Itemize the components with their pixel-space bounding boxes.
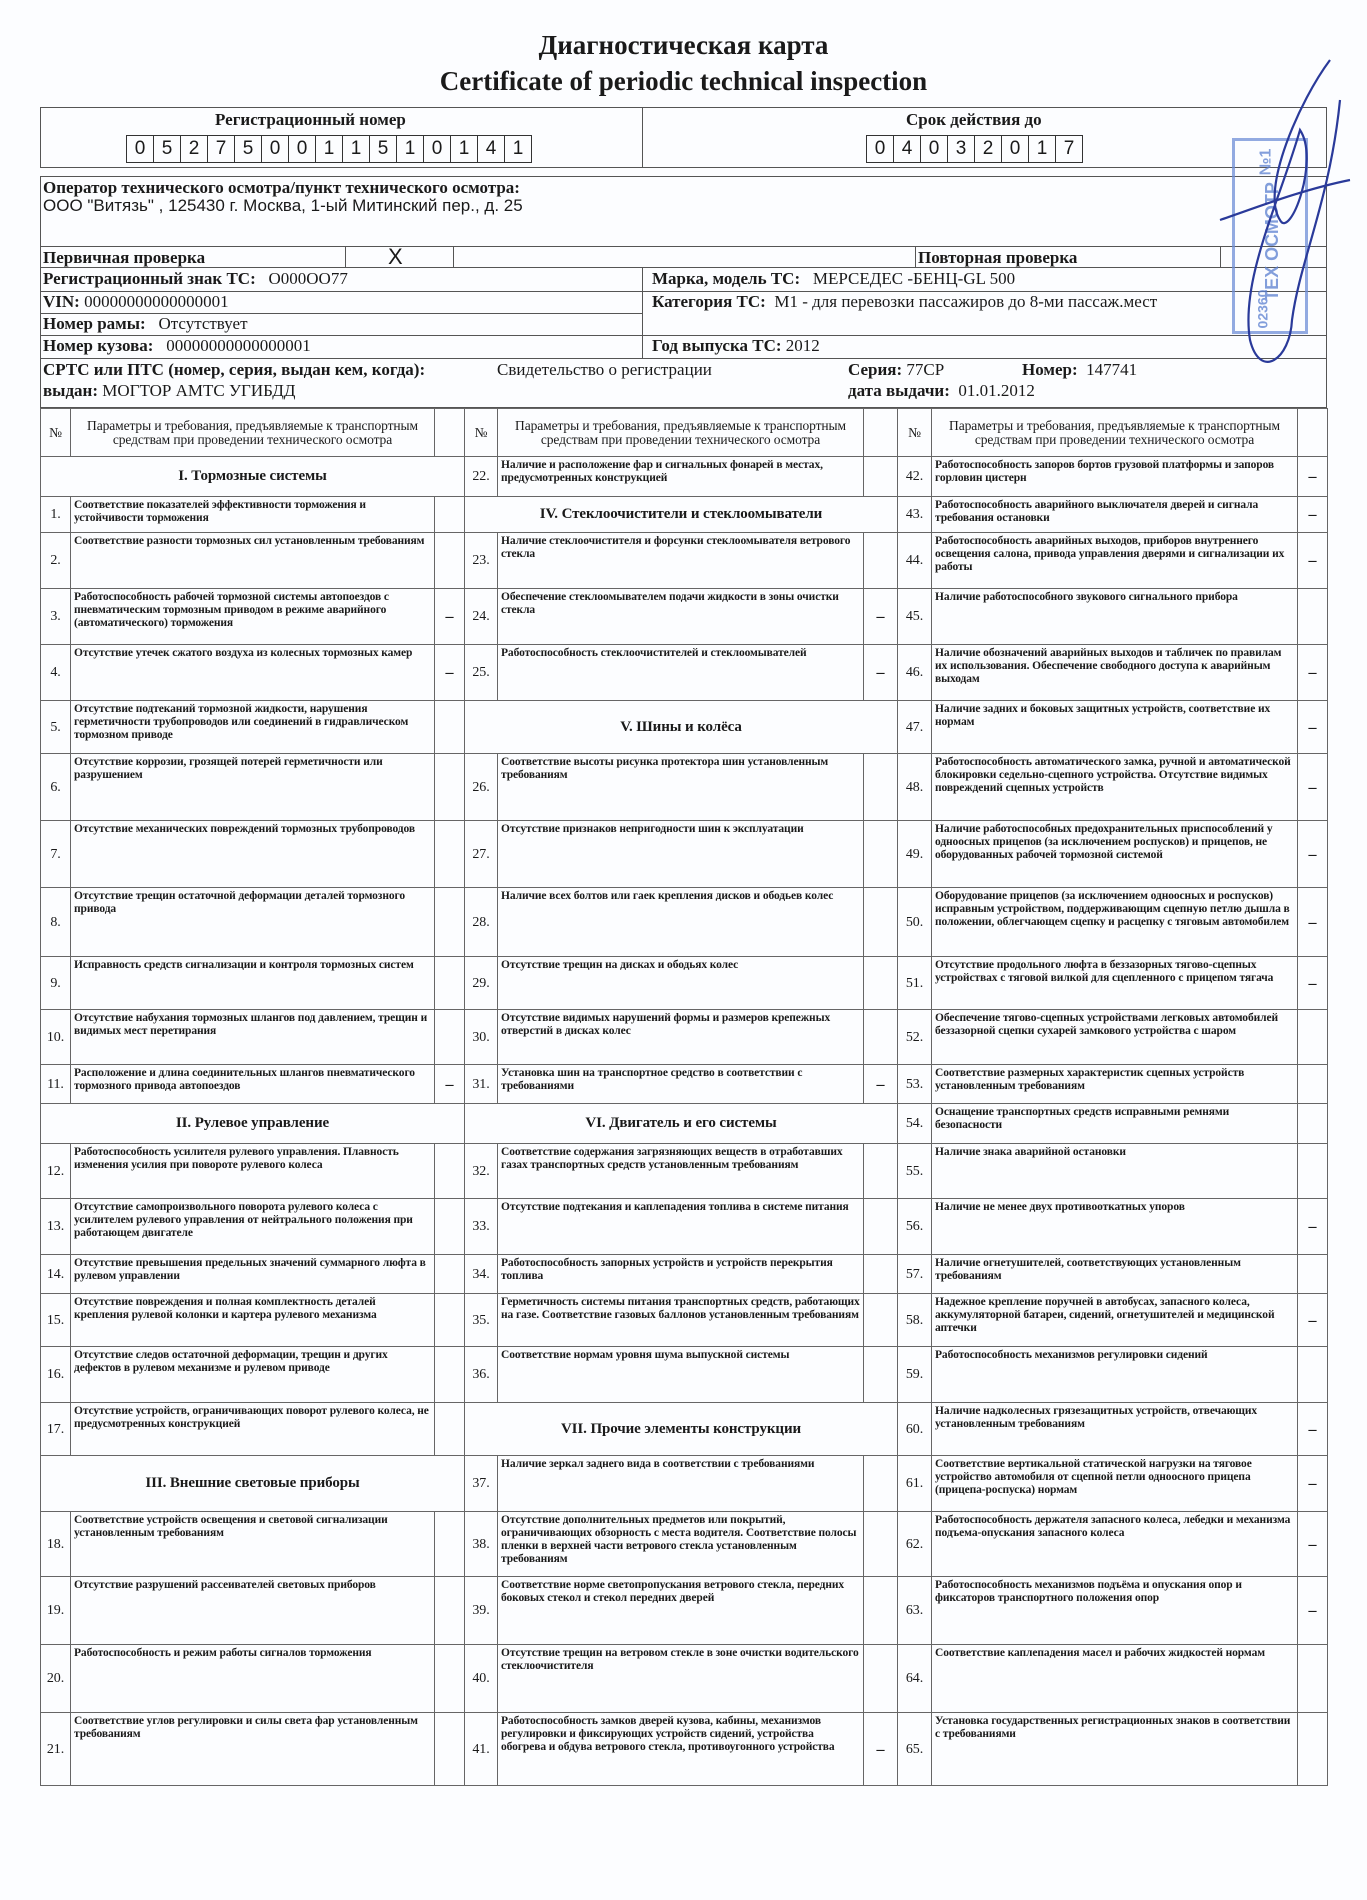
item-text: Наличие огнетушителей, соответствующих установленным требованиям bbox=[932, 1255, 1298, 1294]
item-number: 30. bbox=[465, 1010, 498, 1065]
item-number: 9. bbox=[41, 957, 71, 1010]
item-number: 46. bbox=[898, 645, 932, 701]
item-text: Работоспособность запорных устройств и устройств перекрытия топлива bbox=[498, 1255, 864, 1294]
item-text: Работоспособность запоров бортов грузовой платформы и запоров горловин цистерн bbox=[932, 457, 1298, 497]
table-row bbox=[41, 1512, 1328, 1577]
item-text: Работоспособность аварийного выключателя дверей и сигнала требования остановки bbox=[932, 497, 1298, 533]
digit-cell: 0 bbox=[262, 136, 289, 162]
item-result-mark bbox=[864, 957, 898, 1010]
item-number: 48. bbox=[898, 754, 932, 821]
item-text: Работоспособность и режим работы сигналов торможения bbox=[71, 1645, 435, 1713]
item-result-mark bbox=[435, 1512, 465, 1577]
item-text: Соответствие норме светопропускания ветрового стекла, передних боковых стекол и стекол передних дверей bbox=[498, 1577, 864, 1645]
item-text: Наличие всех болтов или гаек крепления дисков и ободьев колес bbox=[498, 888, 864, 957]
table-row bbox=[41, 1010, 1328, 1065]
item-result-mark bbox=[864, 754, 898, 821]
item-result-mark bbox=[864, 1144, 898, 1199]
item-number: 50. bbox=[898, 888, 932, 957]
column-header-parameters: Параметры и требования, предъявляемые к транспортным средствам при проведении технического осмотра bbox=[71, 409, 435, 457]
digit-cell: 0 bbox=[1002, 136, 1029, 162]
item-number: 4. bbox=[41, 645, 71, 701]
item-result-mark: – bbox=[1298, 957, 1328, 1010]
item-result-mark bbox=[1298, 1010, 1328, 1065]
repeat-inspection-label: Повторная проверка bbox=[918, 248, 1078, 267]
item-text: Отсутствие трещин на ветровом стекле в зоне очистки водительского стеклоочистителя bbox=[498, 1645, 864, 1713]
item-text: Наличие знака аварийной остановки bbox=[932, 1144, 1298, 1199]
issued-by-value: МОГТОР АМТС УГИБДД bbox=[102, 381, 296, 400]
item-result-mark bbox=[864, 1294, 898, 1347]
item-number: 55. bbox=[898, 1144, 932, 1199]
reg-sign-value: О000ОО77 bbox=[268, 269, 348, 288]
column-header-number: № bbox=[465, 409, 498, 457]
table-row bbox=[41, 645, 1328, 701]
item-number: 51. bbox=[898, 957, 932, 1010]
item-text: Соответствие высоты рисунка протектора шин установленным требованиям bbox=[498, 754, 864, 821]
digit-cell: 0 bbox=[289, 136, 316, 162]
item-text: Отсутствие признаков непригодности шин к эксплуатации bbox=[498, 821, 864, 888]
item-text: Расположение и длина соединительных шлангов пневматического тормозного привода автопоездов bbox=[71, 1065, 435, 1104]
section-header: I. Тормозные системы bbox=[41, 457, 465, 497]
item-number: 59. bbox=[898, 1347, 932, 1403]
item-result-mark bbox=[1298, 1255, 1328, 1294]
digit-cell: 7 bbox=[208, 136, 235, 162]
item-number: 52. bbox=[898, 1010, 932, 1065]
item-number: 15. bbox=[41, 1294, 71, 1347]
validity-date bbox=[866, 135, 1083, 163]
item-number: 25. bbox=[465, 645, 498, 701]
item-number: 33. bbox=[465, 1199, 498, 1255]
digit-cell: 0 bbox=[424, 136, 451, 162]
section-header: VII. Прочие элементы конструкции bbox=[465, 1403, 898, 1456]
operator-label: Оператор технического осмотра/пункт технического осмотра: bbox=[43, 178, 520, 197]
item-result-mark bbox=[864, 533, 898, 589]
digit-cell: 0 bbox=[867, 136, 894, 162]
item-number: 63. bbox=[898, 1577, 932, 1645]
item-result-mark: – bbox=[1298, 888, 1328, 957]
item-number: 14. bbox=[41, 1255, 71, 1294]
item-number: 40. bbox=[465, 1645, 498, 1713]
item-result-mark bbox=[435, 888, 465, 957]
item-text: Соответствие вертикальной статической нагрузки на тяговое устройство автомобиля от сцепной петли одноосного прицепа (прицепа-роспуска) нормам bbox=[932, 1456, 1298, 1512]
item-result-mark bbox=[435, 1255, 465, 1294]
table-row bbox=[41, 1199, 1328, 1255]
item-text: Отсутствие механических повреждений тормозных трубопроводов bbox=[71, 821, 435, 888]
item-number: 23. bbox=[465, 533, 498, 589]
item-result-mark: – bbox=[1298, 1403, 1328, 1456]
item-result-mark bbox=[864, 1255, 898, 1294]
column-header-mark bbox=[864, 409, 898, 457]
operator-value: ООО "Витязь" , 125430 г. Москва, 1-ый Митинский пер., д. 25 bbox=[43, 196, 523, 215]
item-text: Обеспечение стеклоомывателем подачи жидкости в зоны очистки стекла bbox=[498, 589, 864, 645]
item-text: Работоспособность аварийных выходов, приборов внутреннего освещения салона, привода управления дверями и сигнализации их работы bbox=[932, 533, 1298, 589]
table-header-row bbox=[41, 409, 1328, 457]
table-row bbox=[41, 1104, 1328, 1144]
item-text: Работоспособность автоматического замка, ручной и автоматической блокировки седельно-сцепного устройства. Отсутствие видимых повреждений сцепных устройств bbox=[932, 754, 1298, 821]
document-type: Свидетельство о регистрации bbox=[497, 360, 712, 379]
table-row bbox=[41, 1294, 1328, 1347]
item-result-mark bbox=[864, 1512, 898, 1577]
item-result-mark bbox=[1298, 1065, 1328, 1104]
item-text: Установка государственных регистрационных знаков в соответствии с требованиями bbox=[932, 1713, 1298, 1786]
column-header-parameters: Параметры и требования, предъявляемые к транспортным средствам при проведении технического осмотра bbox=[932, 409, 1298, 457]
item-text: Наличие обозначений аварийных выходов и табличек по правилам их использования. Обеспечение свободного доступа к аварийным выходам bbox=[932, 645, 1298, 701]
table-row bbox=[41, 888, 1328, 957]
item-number: 57. bbox=[898, 1255, 932, 1294]
item-result-mark: – bbox=[1298, 1577, 1328, 1645]
item-text: Отсутствие трещин на дисках и ободьях колес bbox=[498, 957, 864, 1010]
item-text: Соответствие показателей эффективности торможения и устойчивости торможения bbox=[71, 497, 435, 533]
item-number: 56. bbox=[898, 1199, 932, 1255]
item-result-mark bbox=[435, 1577, 465, 1645]
item-text: Герметичность системы питания транспортных средств, работающих на газе. Соответствие газовых баллонов установленным требованиям bbox=[498, 1294, 864, 1347]
item-result-mark bbox=[435, 1347, 465, 1403]
digit-cell: 1 bbox=[397, 136, 424, 162]
item-text: Соответствие каплепадения масел и рабочих жидкостей нормам bbox=[932, 1645, 1298, 1713]
item-text: Работоспособность рабочей тормозной системы автопоездов с пневматическим тормозным приводом в режиме аварийного (автоматического) торможения bbox=[71, 589, 435, 645]
item-number: 18. bbox=[41, 1512, 71, 1577]
table-row bbox=[41, 589, 1328, 645]
item-text: Отсутствие устройств, ограничивающих поворот рулевого колеса, не предусмотренных конструкцией bbox=[71, 1403, 435, 1456]
item-text: Отсутствие самопроизвольного поворота рулевого колеса с усилителем рулевого управления от нейтрального положения при работающем двигателе bbox=[71, 1199, 435, 1255]
digit-cell: 1 bbox=[451, 136, 478, 162]
digit-cell: 2 bbox=[181, 136, 208, 162]
table-row bbox=[41, 1347, 1328, 1403]
item-number: 60. bbox=[898, 1403, 932, 1456]
make-value: МЕРСЕДЕС -БЕНЦ-GL 500 bbox=[812, 269, 1016, 288]
item-result-mark bbox=[435, 957, 465, 1010]
section-header: IV. Стеклоочистители и стеклоомыватели bbox=[465, 497, 898, 533]
table-row bbox=[41, 457, 1328, 497]
item-number: 44. bbox=[898, 533, 932, 589]
item-text: Соответствие нормам уровня шума выпускной системы bbox=[498, 1347, 864, 1403]
item-result-mark bbox=[1298, 1713, 1328, 1786]
item-number: 26. bbox=[465, 754, 498, 821]
item-number: 61. bbox=[898, 1456, 932, 1512]
table-row bbox=[41, 533, 1328, 589]
item-number: 64. bbox=[898, 1645, 932, 1713]
item-result-mark: – bbox=[435, 645, 465, 701]
item-number: 6. bbox=[41, 754, 71, 821]
item-result-mark bbox=[1298, 589, 1328, 645]
section-header: V. Шины и колёса bbox=[465, 701, 898, 754]
item-number: 65. bbox=[898, 1713, 932, 1786]
item-text: Отсутствие трещин остаточной деформации деталей тормозного привода bbox=[71, 888, 435, 957]
title-en: Certificate of periodic technical inspection bbox=[439, 66, 928, 96]
item-result-mark: – bbox=[1298, 1199, 1328, 1255]
validity-label: Срок действия до bbox=[906, 110, 1042, 129]
item-result-mark bbox=[1298, 1104, 1328, 1144]
item-number: 39. bbox=[465, 1577, 498, 1645]
item-number: 38. bbox=[465, 1512, 498, 1577]
item-text: Отсутствие разрушений рассеивателей световых приборов bbox=[71, 1577, 435, 1645]
item-text: Наличие надколесных грязезащитных устройств, отвечающих установленным требованиям bbox=[932, 1403, 1298, 1456]
item-number: 12. bbox=[41, 1144, 71, 1199]
item-result-mark bbox=[864, 1199, 898, 1255]
item-text: Отсутствие подтекания и каплепадения топлива в системе питания bbox=[498, 1199, 864, 1255]
item-result-mark bbox=[864, 821, 898, 888]
item-text: Работоспособность усилителя рулевого управления. Плавность изменения усилия при повороте рулевого колеса bbox=[71, 1144, 435, 1199]
item-text: Отсутствие дополнительных предметов или покрытий, ограничивающих обзорность с места водителя. Соответствие полосы пленки в верхней части ветрового стекла установленным требованиям bbox=[498, 1512, 864, 1577]
item-text: Наличие и расположение фар и сигнальных фонарей в местах, предусмотренных конструкцией bbox=[498, 457, 864, 497]
item-text: Соответствие устройств освещения и световой сигнализации установленным требованиям bbox=[71, 1512, 435, 1577]
frame-label: Номер рамы: bbox=[43, 314, 146, 333]
item-text: Установка шин на транспортное средство в соответствии с требованиями bbox=[498, 1065, 864, 1104]
item-text: Отсутствие видимых нарушений формы и размеров крепежных отверстий в дисках колес bbox=[498, 1010, 864, 1065]
table-row bbox=[41, 1577, 1328, 1645]
item-text: Отсутствие повреждения и полная комплектность деталей крепления рулевой колонки и картера рулевого механизма bbox=[71, 1294, 435, 1347]
item-result-mark: – bbox=[1298, 457, 1328, 497]
item-number: 58. bbox=[898, 1294, 932, 1347]
column-header-number: № bbox=[898, 409, 932, 457]
item-result-mark bbox=[435, 1294, 465, 1347]
year-label: Год выпуска ТС: bbox=[652, 336, 782, 355]
table-row bbox=[41, 821, 1328, 888]
date-value: 01.01.2012 bbox=[958, 381, 1035, 400]
digit-cell: 1 bbox=[343, 136, 370, 162]
section-header: III. Внешние световые приборы bbox=[41, 1456, 465, 1512]
digit-cell: 0 bbox=[127, 136, 154, 162]
table-row bbox=[41, 497, 1328, 533]
item-result-mark: – bbox=[1298, 821, 1328, 888]
item-number: 17. bbox=[41, 1403, 71, 1456]
make-label: Марка, модель ТС: bbox=[652, 269, 801, 288]
column-header-parameters: Параметры и требования, предъявляемые к транспортным средствам при проведении технического осмотра bbox=[498, 409, 864, 457]
item-result-mark: – bbox=[864, 645, 898, 701]
item-result-mark: – bbox=[1298, 1512, 1328, 1577]
body-label: Номер кузова: bbox=[43, 336, 154, 355]
item-number: 43. bbox=[898, 497, 932, 533]
item-text: Наличие не менее двух противооткатных упоров bbox=[932, 1199, 1298, 1255]
item-result-mark bbox=[435, 1010, 465, 1065]
item-text: Отсутствие коррозии, грозящей потерей герметичности или разрушением bbox=[71, 754, 435, 821]
table-row bbox=[41, 1403, 1328, 1456]
vin-label: VIN: bbox=[43, 292, 80, 311]
table-row bbox=[41, 1144, 1328, 1199]
item-text: Наличие работоспособного звукового сигнального прибора bbox=[932, 589, 1298, 645]
item-number: 20. bbox=[41, 1645, 71, 1713]
table-row bbox=[41, 701, 1328, 754]
item-text: Отсутствие продольного люфта в беззазорных тягово-сцепных устройствах с тяговой вилкой для сцепленного с прицепом тягача bbox=[932, 957, 1298, 1010]
item-result-mark bbox=[1298, 1144, 1328, 1199]
item-text: Соответствие разности тормозных сил установленным требованиям bbox=[71, 533, 435, 589]
item-text: Работоспособность держателя запасного колеса, лебедки и механизма подъема-опускания запасного колеса bbox=[932, 1512, 1298, 1577]
digit-cell: 4 bbox=[478, 136, 505, 162]
item-text: Оснащение транспортных средств исправными ремнями безопасности bbox=[932, 1104, 1298, 1144]
item-number: 27. bbox=[465, 821, 498, 888]
item-number: 62. bbox=[898, 1512, 932, 1577]
item-result-mark: – bbox=[1298, 1294, 1328, 1347]
item-text: Обеспечение тягово-сцепных устройствами легковых автомобилей беззазорной сцепки сухарей замкового устройства с шаром bbox=[932, 1010, 1298, 1065]
column-header-mark bbox=[435, 409, 465, 457]
digit-cell: 7 bbox=[1063, 138, 1075, 159]
item-number: 29. bbox=[465, 957, 498, 1010]
table-row bbox=[41, 1456, 1328, 1512]
digit-cell: 0 bbox=[921, 136, 948, 162]
item-number: 11. bbox=[41, 1065, 71, 1104]
item-result-mark bbox=[864, 1010, 898, 1065]
item-number: 35. bbox=[465, 1294, 498, 1347]
item-number: 21. bbox=[41, 1713, 71, 1786]
item-result-mark bbox=[435, 1645, 465, 1713]
item-number: 31. bbox=[465, 1065, 498, 1104]
vin-value: 00000000000000001 bbox=[84, 292, 229, 311]
item-text: Работоспособность механизмов подъёма и опускания опор и фиксаторов транспортного положения опор bbox=[932, 1577, 1298, 1645]
item-result-mark: – bbox=[1298, 533, 1328, 589]
item-text: Исправность средств сигнализации и контроля тормозных систем bbox=[71, 957, 435, 1010]
item-result-mark bbox=[864, 1456, 898, 1512]
item-text: Отсутствие превышения предельных значений суммарного люфта в рулевом управлении bbox=[71, 1255, 435, 1294]
item-text: Наличие работоспособных предохранительных приспособлений у одноосных прицепов (за исключением роспусков) и прицепов, не оборудованных рабочей тормозной системой bbox=[932, 821, 1298, 888]
item-number: 37. bbox=[465, 1456, 498, 1512]
digit-cell: 5 bbox=[235, 136, 262, 162]
document-label: СРТС или ПТС (номер, серия, выдан кем, когда): bbox=[43, 360, 426, 379]
category-label: Категория ТС: bbox=[652, 292, 766, 311]
item-result-mark bbox=[864, 1645, 898, 1713]
series-label: Серия: bbox=[848, 360, 903, 379]
item-result-mark: – bbox=[1298, 497, 1328, 533]
date-label: дата выдачи: bbox=[848, 381, 950, 400]
item-number: 2. bbox=[41, 533, 71, 589]
item-number: 47. bbox=[898, 701, 932, 754]
item-result-mark: – bbox=[1298, 701, 1328, 754]
section-header: VI. Двигатель и его системы bbox=[465, 1104, 898, 1144]
year-value: 2012 bbox=[785, 336, 820, 355]
item-result-mark bbox=[435, 754, 465, 821]
item-number: 49. bbox=[898, 821, 932, 888]
frame-value: Отсутствует bbox=[158, 314, 248, 333]
table-row bbox=[41, 754, 1328, 821]
digit-cell: 5 bbox=[370, 136, 397, 162]
item-result-mark bbox=[864, 1347, 898, 1403]
item-text: Надежное крепление поручней в автобусах, запасного колеса, аккумуляторной батареи, сидений, огнетушителей и медицинской аптечки bbox=[932, 1294, 1298, 1347]
item-result-mark: – bbox=[864, 589, 898, 645]
registration-label: Регистрационный номер bbox=[215, 110, 406, 129]
number-label: Номер: bbox=[1022, 360, 1078, 379]
item-number: 53. bbox=[898, 1065, 932, 1104]
item-number: 36. bbox=[465, 1347, 498, 1403]
item-text: Соответствие содержания загрязняющих веществ в отработавших газах транспортных средств установленным требованиям bbox=[498, 1144, 864, 1199]
item-result-mark: – bbox=[864, 1713, 898, 1786]
item-text: Отсутствие подтеканий тормозной жидкости, нарушения герметичности трубопроводов или соединений в гидравлическом тормозном приводе bbox=[71, 701, 435, 754]
item-result-mark bbox=[864, 1577, 898, 1645]
title-ru: Диагностическая карта bbox=[538, 30, 829, 60]
body-value: 00000000000000001 bbox=[166, 336, 311, 355]
item-number: 3. bbox=[41, 589, 71, 645]
number-value: 147741 bbox=[1086, 360, 1138, 379]
item-result-mark bbox=[435, 1403, 465, 1456]
table-row bbox=[41, 957, 1328, 1010]
item-result-mark bbox=[1298, 1347, 1328, 1403]
item-number: 32. bbox=[465, 1144, 498, 1199]
item-result-mark bbox=[864, 457, 898, 497]
item-result-mark: – bbox=[435, 1065, 465, 1104]
item-text: Отсутствие следов остаточной деформации, трещин и других дефектов в рулевом механизме и рулевом приводе bbox=[71, 1347, 435, 1403]
item-number: 7. bbox=[41, 821, 71, 888]
digit-cell: 1 bbox=[512, 138, 524, 159]
item-text: Оборудование прицепов (за исключением одноосных и роспусков) исправным устройством, поддерживающим сцепную петлю дышла в положении, облегчающем сцепку и расцепку с тяговым автомобилем bbox=[932, 888, 1298, 957]
item-text: Отсутствие утечек сжатого воздуха из колесных тормозных камер bbox=[71, 645, 435, 701]
item-number: 16. bbox=[41, 1347, 71, 1403]
table-row bbox=[41, 1645, 1328, 1713]
item-number: 13. bbox=[41, 1199, 71, 1255]
stamp-number: №1 bbox=[1257, 148, 1275, 176]
item-result-mark: – bbox=[1298, 645, 1328, 701]
item-result-mark bbox=[435, 821, 465, 888]
item-result-mark bbox=[1298, 1645, 1328, 1713]
digit-cell: 2 bbox=[975, 136, 1002, 162]
item-number: 54. bbox=[898, 1104, 932, 1144]
table-row bbox=[41, 1713, 1328, 1786]
category-value: М1 - для перевозки пассажиров до 8-ми пассаж.мест bbox=[774, 292, 1158, 311]
item-text: Наличие зеркал заднего вида в соответствии с требованиями bbox=[498, 1456, 864, 1512]
item-text: Соответствие размерных характеристик сцепных устройств установленным требованиям bbox=[932, 1065, 1298, 1104]
item-result-mark bbox=[435, 1144, 465, 1199]
signature bbox=[1180, 40, 1360, 400]
primary-inspection-label: Первичная проверка bbox=[43, 248, 206, 267]
item-result-mark bbox=[435, 1199, 465, 1255]
digit-cell: 4 bbox=[894, 136, 921, 162]
item-text: Работоспособность стеклоочистителей и стеклоомывателей bbox=[498, 645, 864, 701]
item-result-mark bbox=[435, 497, 465, 533]
item-number: 42. bbox=[898, 457, 932, 497]
item-text: Работоспособность замков дверей кузова, кабины, механизмов регулировки и фиксирующих устройств сидений, устройства обогрева и обдува ветрового стекла, противоугонного устройства bbox=[498, 1713, 864, 1786]
item-text: Соответствие углов регулировки и силы света фар установленным требованиям bbox=[71, 1713, 435, 1786]
column-header-number: № bbox=[41, 409, 71, 457]
item-result-mark: – bbox=[1298, 754, 1328, 821]
item-number: 5. bbox=[41, 701, 71, 754]
item-number: 8. bbox=[41, 888, 71, 957]
item-result-mark: – bbox=[864, 1065, 898, 1104]
item-number: 10. bbox=[41, 1010, 71, 1065]
inspection-table bbox=[40, 408, 1328, 1786]
item-result-mark bbox=[435, 701, 465, 754]
column-header-mark bbox=[1298, 409, 1328, 457]
digit-cell: 5 bbox=[154, 136, 181, 162]
primary-inspection-mark: X bbox=[388, 244, 403, 269]
item-text: Отсутствие набухания тормозных шлангов под давлением, трещин и видимых мест перетирания bbox=[71, 1010, 435, 1065]
item-number: 24. bbox=[465, 589, 498, 645]
item-number: 22. bbox=[465, 457, 498, 497]
item-text: Работоспособность механизмов регулировки сидений bbox=[932, 1347, 1298, 1403]
item-text: Наличие стеклоочистителя и форсунки стеклоомывателя ветрового стекла bbox=[498, 533, 864, 589]
table-row bbox=[41, 1065, 1328, 1104]
item-number: 34. bbox=[465, 1255, 498, 1294]
item-result-mark bbox=[435, 1713, 465, 1786]
item-result-mark: – bbox=[435, 589, 465, 645]
issued-label: выдан: bbox=[43, 381, 99, 400]
item-number: 45. bbox=[898, 589, 932, 645]
digit-cell: 1 bbox=[316, 136, 343, 162]
table-row bbox=[41, 1255, 1328, 1294]
stamp-text: ТЕХ ОСМОТР bbox=[1261, 182, 1282, 301]
digit-cell: 1 bbox=[1029, 136, 1056, 162]
item-result-mark: – bbox=[1298, 1456, 1328, 1512]
item-number: 19. bbox=[41, 1577, 71, 1645]
reg-sign-label: Регистрационный знак ТС: bbox=[43, 269, 256, 288]
stamp-code: 02360 bbox=[1254, 289, 1271, 329]
registration-number bbox=[126, 135, 532, 163]
item-number: 1. bbox=[41, 497, 71, 533]
item-number: 28. bbox=[465, 888, 498, 957]
digit-cell: 3 bbox=[948, 136, 975, 162]
item-result-mark bbox=[864, 888, 898, 957]
series-value: 77СР bbox=[906, 360, 945, 379]
item-number: 41. bbox=[465, 1713, 498, 1786]
section-header: II. Рулевое управление bbox=[41, 1104, 465, 1144]
item-text: Наличие задних и боковых защитных устройств, соответствие их нормам bbox=[932, 701, 1298, 754]
item-result-mark bbox=[435, 533, 465, 589]
